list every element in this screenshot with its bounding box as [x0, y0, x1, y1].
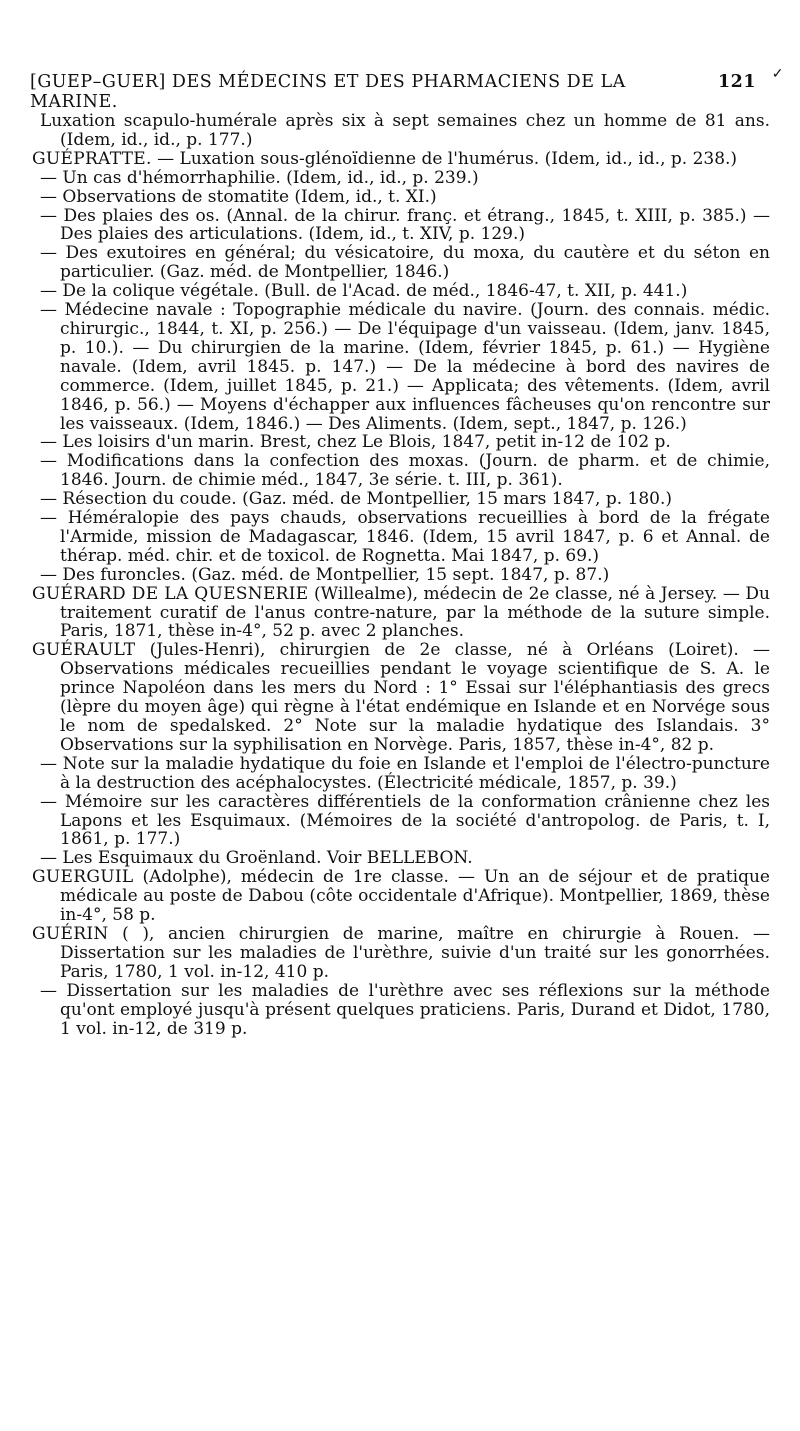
author-entry [32, 868, 770, 925]
entry-text: ( ), ancien chirurgien de marine, maître en chirurgie à Rouen. — Dissertation sur les maladies de l'urèthre, suivie d'un traité sur les gonorrhées. Paris, 1780, 1 vol. in-12, 410 p. [60, 923, 770, 982]
entry-text: — Modifications dans la confection des moxas. (Journ. de pharm. et de chimie, 1846. Journ. de chimie méd., 1847, 3e série. t. III, p. 361). [40, 451, 770, 491]
bibliography-entry [32, 566, 770, 585]
entry-text: (Jules-Henri), chirurgien de 2e classe, né à Orléans (Loiret). — Observations médicales recueillies pendant le voyage scientifique de S. A. le prince Napoléon dans les mers du Nord : 1° Essai sur l'éléphantiasis des grecs (lèpre du moyen âge) qui règne à l'état endémique en Islande et en Norvége sous le nom de spedalsked. 2° Note sur la maladie hydatique des Islandais. 3° Observations sur la syphilisation en Norvège. Paris, 1857, thèse in-4°, 82 p. [60, 640, 770, 755]
entry-text: — Les loisirs d'un marin. Brest, chez Le Blois, 1847, petit in-12 de 102 p. [40, 432, 671, 453]
author-entry [32, 925, 770, 982]
entry-text: — De la colique végétale. (Bull. de l'Acad. de méd., 1846-47, t. XII, p. 441.) [40, 281, 688, 302]
bibliography-entry [32, 207, 770, 245]
entry-text: — Luxation sous-glénoïdienne de l'humérus. (Idem, id., id., p. 238.) [151, 148, 738, 169]
entry-text: — Des furoncles. (Gaz. méd. de Montpellier, 15 sept. 1847, p. 87.) [40, 564, 610, 585]
bibliography-entry [32, 490, 770, 509]
entry-text: — Un cas d'hémorrhaphilie. (Idem, id., id., p. 239.) [40, 167, 479, 188]
entry-text: — Héméralopie des pays chauds, observations recueillies à bord de la frégate l'Armide, mission de Madagascar, 1846. (Idem, 15 avril 1847, p. 6 et Annal. de thérap. méd. chir. et de toxicol. de Rognetta. Mai 1847, p. 69.) [40, 508, 770, 566]
entry-text: — Note sur la maladie hydatique du foie en Islande et l'emploi de l'électro-puncture à la destruction des acéphalocystes. (Électricité médicale, 1857, p. 39.) [40, 753, 770, 793]
bibliography-entry [32, 282, 770, 301]
bibliography-entry [32, 509, 770, 566]
page-number: 121 [717, 72, 756, 92]
bibliography-entry [32, 982, 770, 1039]
entry-text: (Adolphe), médecin de 1re classe. — Un an de séjour et de pratique médicale au poste de Dabou (côte occidentale d'Afrique). Montpellier, 1869, thèse in-4°, 58 p. [60, 867, 770, 926]
author-name: GUÉPRATTE. [32, 148, 152, 169]
entry-text: — Mémoire sur les caractères différentiels de la conformation crânienne chez les Lapons et les Esquimaux. (Mémoires de la société d'antropolog. de Paris, t. I, 1861, p. 177.) [40, 791, 770, 850]
author-entry [32, 150, 770, 169]
bibliography-entry [32, 188, 770, 207]
bibliography-entry [32, 112, 770, 150]
bibliography-entry [32, 849, 770, 868]
entry-text: — Les Esquimaux du Groënland. Voir BELLEBON. [40, 848, 473, 869]
running-header [30, 66, 790, 112]
bibliography-entry [32, 793, 770, 850]
author-name: GUÉRAULT [32, 640, 136, 661]
bibliography-entry [32, 433, 770, 452]
bibliography-body [32, 112, 770, 1038]
author-name: GUÉRIN [32, 923, 109, 944]
bibliography-entry [32, 244, 770, 282]
author-entry [32, 641, 770, 754]
entry-text: — Des exutoires en général; du vésicatoire, du moxa, du cautère et du séton en particulier. (Gaz. méd. de Montpellier, 1846.) [40, 243, 770, 283]
bibliography-entry [32, 755, 770, 793]
entry-text: — Dissertation sur les maladies de l'urèthre avec ses réflexions sur la méthode qu'ont employé jusqu'à présent quelques praticiens. Paris, Durand et Didot, 1780, 1 vol. in-12, de 319 p. [40, 980, 770, 1039]
author-name: GUERGUIL [32, 867, 134, 888]
entry-text: — Médecine navale : Topographie médicale du navire. (Journ. des connais. médic. chirurgic., 1844, t. XI, p. 256.) — De l'équipage d'un vaisseau. (Idem, janv. 1845, p. 10.). — Du chirurgien de la marine. (Idem, février 1845, p. 61.) — Hygiène navale. (Idem, avril 1845. p. 147.) — De la médecine à bord des navires de commerce. (Idem, juillet 1845, p. 21.) — Applicata; des vêtements. (Idem, avril 1846, p. 56.) — Moyens d'échapper aux influences fâcheuses qu'on rencontre sur les vaisseaux. (Idem, 1846.) — Des Aliments. (Idem, sept., 1847, p. 126.) [40, 300, 770, 434]
entry-text: Luxation scapulo-humérale après six à sept semaines chez un homme de 81 ans. (Idem, id., id., p. 177.) [40, 111, 770, 150]
entry-text: (Willealme), médecin de 2e classe, né à Jersey. — Du traitement curatif de l'anus contre-nature, par la méthode de la suture simple. Paris, 1871, thèse in-4°, 52 p. avec 2 planches. [60, 583, 770, 642]
check-mark-icon: ✓ [771, 66, 784, 82]
bibliography-entry [32, 169, 770, 188]
author-entry [32, 585, 770, 642]
author-name: GUÉRARD DE LA QUESNERIE [32, 583, 309, 604]
bibliography-entry [32, 301, 770, 433]
entry-text: — Observations de stomatite (Idem, id., t. XI.) [40, 186, 437, 207]
running-title: [GUEP–GUER] DES MÉDECINS ET DES PHARMACIENS DE LA MARINE. [30, 72, 626, 112]
bibliography-entry [32, 452, 770, 490]
entry-text: — Résection du coude. (Gaz. méd. de Montpellier, 15 mars 1847, p. 180.) [40, 489, 673, 510]
entry-text: — Des plaies des os. (Annal. de la chirur. franç. et étrang., 1845, t. XIII, p. 385.) — Des plaies des articulations. (Idem, id., t. XIV, p. 129.) [40, 205, 770, 245]
